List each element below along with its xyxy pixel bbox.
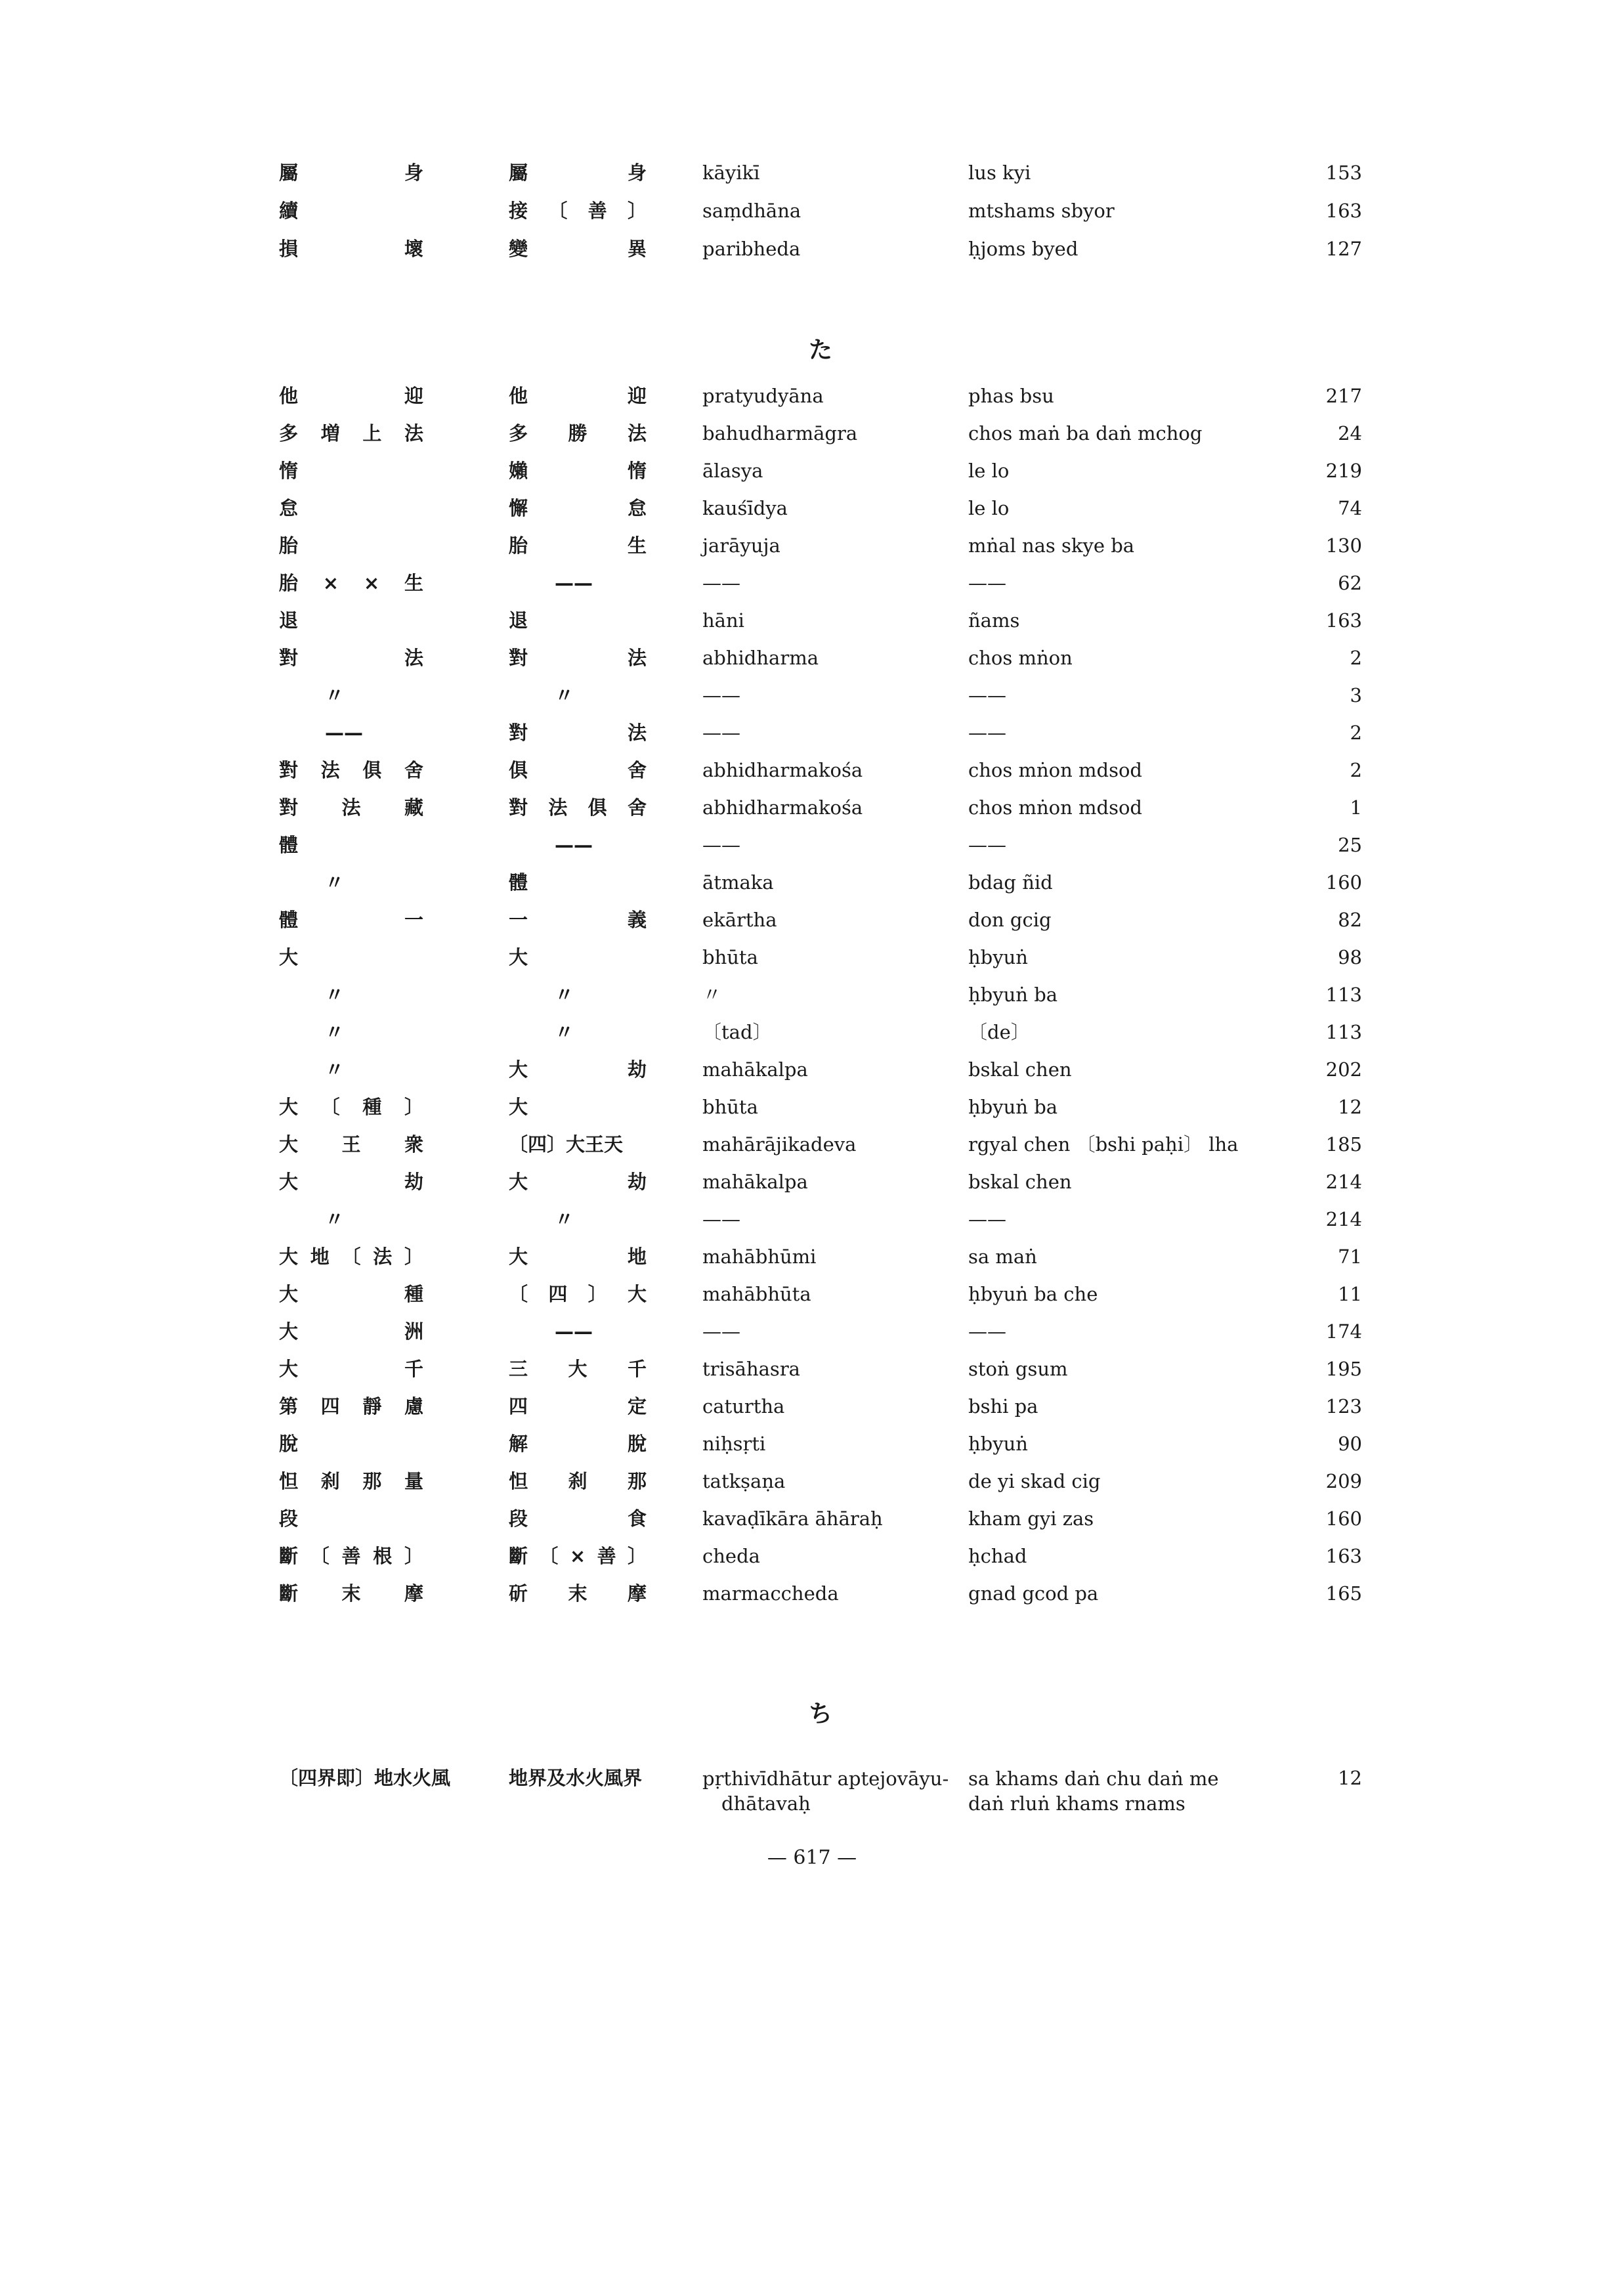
page-reference: 160 (1325, 1507, 1362, 1530)
tibetan-term: don gcig (968, 909, 1052, 931)
tibetan-term: sa maṅ (968, 1245, 1037, 1268)
tibetan-term: chos maṅ ba daṅ mchog (968, 422, 1203, 444)
entry-row (0, 945, 1624, 984)
term-column-1: 大 洲 (279, 1320, 423, 1343)
sanskrit-term: pratyudyāna (702, 385, 824, 407)
term-column-1: 大 種 (279, 1283, 423, 1305)
sanskrit-term: —— (702, 834, 740, 856)
term-column-2: 一 義 (509, 909, 647, 931)
sanskrit-term: bahudharmāgra (702, 422, 858, 444)
term-column-2: 懈 怠 (509, 497, 647, 519)
term-column-1: 他 迎 (279, 385, 423, 407)
tibetan-term: ḥbyuṅ ba (968, 984, 1058, 1006)
sanskrit-term: kāyikī (702, 162, 760, 184)
entry-row (0, 1357, 1624, 1395)
page-reference: 163 (1325, 609, 1362, 632)
term-column-2: 〃 (555, 1021, 574, 1043)
tibetan-term: phas bsu (968, 385, 1054, 407)
term-column-2: 大 (509, 1096, 528, 1118)
entry-row (0, 1320, 1624, 1358)
sanskrit-term: bhūta (702, 946, 758, 968)
sanskrit-term: trisāhasra (702, 1358, 800, 1380)
sanskrit-term: marmaccheda (702, 1582, 839, 1605)
sanskrit-term: ālasya (702, 460, 763, 482)
sanskrit-term: —— (702, 1208, 740, 1230)
term-column-2: 四 定 (509, 1395, 647, 1418)
term-column-2: —— (555, 1320, 593, 1343)
term-column-1: 體 (279, 834, 299, 856)
sanskrit-term: caturtha (702, 1395, 785, 1418)
term-column-2: 變 異 (509, 238, 647, 260)
page-reference: 214 (1325, 1208, 1362, 1230)
term-column-2: 三 大 千 (509, 1358, 647, 1380)
term-column-2: 段 食 (509, 1507, 647, 1530)
tibetan-term: chos mṅon (968, 647, 1073, 669)
term-column-2: 他 迎 (509, 385, 647, 407)
sanskrit-term: paribheda (702, 238, 801, 260)
term-column-2: 大 劫 (509, 1058, 647, 1081)
page-reference: 217 (1325, 385, 1362, 407)
entry-row (0, 384, 1624, 422)
tibetan-term: le lo (968, 460, 1010, 482)
page-reference: 174 (1325, 1320, 1362, 1343)
term-column-1: 〃 (325, 1058, 345, 1081)
page-reference: 82 (1338, 909, 1362, 931)
tibetan-term: rgyal chen 〔bshi paḥi〕 lha (968, 1133, 1239, 1156)
entry-row (0, 571, 1624, 609)
term-column-2: 屬 身 (509, 162, 647, 184)
term-column-1: 〃 (325, 871, 345, 894)
term-column-1: 屬 身 (279, 162, 423, 184)
term-column-2: 接 〔 善 〕 (509, 200, 647, 222)
sanskrit-term: mahārājikadeva (702, 1133, 857, 1156)
tibetan-term: —— (968, 572, 1006, 594)
page-reference: 62 (1338, 572, 1362, 594)
tibetan-term: kham gyi zas (968, 1507, 1094, 1530)
term-column-2: 對 法 (509, 722, 647, 744)
term-column-1: 斷 末 摩 (279, 1582, 423, 1605)
term-column-1: —— (325, 722, 363, 744)
tibetan-term: ḥbyuṅ (968, 946, 1028, 968)
tibetan-term: de yi skad cig (968, 1470, 1101, 1492)
sanskrit-term: bhūta (702, 1096, 758, 1118)
page-reference: 2 (1350, 722, 1362, 744)
page-reference: 160 (1325, 871, 1362, 894)
term-column-1: 段 (279, 1507, 299, 1530)
entry-row (0, 796, 1624, 834)
tibetan-term: mtshams sbyor (968, 200, 1115, 222)
term-column-1: 大 〔 種 〕 (279, 1096, 423, 1118)
entry-row (0, 237, 1624, 275)
tibetan-term: —— (968, 1320, 1006, 1343)
entry-row (0, 1544, 1624, 1582)
tibetan-term: mṅal nas skye ba (968, 534, 1135, 557)
page-reference: 12 (1338, 1767, 1362, 1789)
sanskrit-term: pṛthivīdhātur aptejovāyu- dhātavaḥ (702, 1767, 949, 1815)
entry-row (0, 908, 1624, 946)
sanskrit-term: 〃 (702, 984, 722, 1006)
entry-row (0, 1207, 1624, 1245)
term-column-2: 怛 刹 那 (509, 1470, 647, 1492)
tibetan-term: bshi pa (968, 1395, 1038, 1418)
page-reference: 11 (1338, 1283, 1362, 1305)
entry-row (0, 721, 1624, 759)
tibetan-term: sa khams daṅ chu daṅ me daṅ rluṅ khams rnams (968, 1767, 1219, 1815)
sanskrit-term: —— (702, 722, 740, 744)
term-column-1: 第 四 靜 慮 (279, 1395, 423, 1418)
entry-row (0, 1432, 1624, 1470)
sanskrit-term: abhidharmakośa (702, 759, 863, 781)
term-column-2: 〃 (555, 984, 574, 1006)
sanskrit-term: —— (702, 684, 740, 706)
term-column-1: 〃 (325, 1208, 345, 1230)
term-column-2: 多 勝 法 (509, 422, 647, 444)
term-column-1: 怛 刹 那 量 (279, 1470, 423, 1492)
entry-row (0, 459, 1624, 497)
entry-row (0, 983, 1624, 1021)
tibetan-term: chos mṅon mdsod (968, 759, 1142, 781)
term-column-2: 大 劫 (509, 1171, 647, 1193)
term-column-2: 退 (509, 609, 528, 632)
tibetan-term: bskal chen (968, 1058, 1072, 1081)
page-reference: 90 (1338, 1433, 1362, 1455)
term-column-1: 對 法 俱 舍 (279, 759, 423, 781)
entry-row (0, 758, 1624, 796)
term-column-2: 斫 末 摩 (509, 1582, 647, 1605)
sanskrit-term: mahābhūta (702, 1283, 811, 1305)
term-column-2: 〃 (555, 1208, 574, 1230)
page-reference: 165 (1325, 1582, 1362, 1605)
page-reference: 25 (1338, 834, 1362, 856)
term-column-2: 〔四〕大王天 (509, 1133, 624, 1156)
term-column-1: 怠 (279, 497, 299, 519)
page-reference: 153 (1325, 162, 1362, 184)
term-column-1: 胎 (279, 534, 299, 557)
tibetan-term: —— (968, 684, 1006, 706)
term-column-1: 續 (279, 200, 299, 222)
tibetan-term: ḥbyuṅ (968, 1433, 1028, 1455)
entry-row (0, 496, 1624, 534)
page-reference: 1 (1350, 796, 1362, 819)
page-reference: 219 (1325, 460, 1362, 482)
entry-row (0, 199, 1624, 237)
page-reference: 195 (1325, 1358, 1362, 1380)
term-column-2: —— (555, 572, 593, 594)
sanskrit-term: kauśīdya (702, 497, 788, 519)
entry-row (0, 1245, 1624, 1283)
term-column-2: 〃 (555, 684, 574, 706)
section-heading: た (808, 336, 832, 364)
sanskrit-term: 〔tad〕 (702, 1021, 772, 1043)
term-column-2: 地界及水火風界 (509, 1767, 643, 1789)
term-column-1: 大 (279, 946, 299, 968)
sanskrit-term: abhidharma (702, 647, 819, 669)
entry-row (0, 1133, 1624, 1171)
tibetan-term: ḥbyuṅ ba che (968, 1283, 1098, 1305)
entry-row (0, 1020, 1624, 1058)
entry-row (0, 646, 1624, 684)
term-column-1: 脫 (279, 1433, 299, 1455)
entry-row (0, 609, 1624, 647)
page-reference: 113 (1325, 1021, 1362, 1043)
tibetan-term: —— (968, 834, 1006, 856)
tibetan-term: stoṅ gsum (968, 1358, 1068, 1380)
term-column-1: 〃 (325, 1021, 345, 1043)
term-column-2: 〔 四 〕 大 (509, 1283, 647, 1305)
entry-row (0, 1395, 1624, 1433)
term-column-2: 對 法 俱 舍 (509, 796, 647, 819)
tibetan-term: —— (968, 722, 1006, 744)
term-column-1: 大 千 (279, 1358, 423, 1380)
page-reference: 24 (1338, 422, 1362, 444)
sanskrit-term: ātmaka (702, 871, 774, 894)
entry-row (0, 1058, 1624, 1096)
term-column-2: —— (555, 834, 593, 856)
term-column-1: 大 王 衆 (279, 1133, 423, 1156)
tibetan-term: ḥchad (968, 1545, 1027, 1567)
sanskrit-term: mahākalpa (702, 1058, 808, 1081)
term-column-2: 俱 舍 (509, 759, 647, 781)
section-heading: ち (808, 1700, 832, 1727)
term-column-2: 斷 〔 × 善 〕 (509, 1545, 647, 1567)
page-reference: 209 (1325, 1470, 1362, 1492)
sanskrit-term: abhidharmakośa (702, 796, 863, 819)
sanskrit-term: —— (702, 572, 740, 594)
sanskrit-term: saṃdhāna (702, 200, 801, 222)
entry-row (0, 161, 1624, 199)
entry-row (0, 1507, 1624, 1545)
entry-row (0, 1766, 1624, 1825)
entry-row (0, 534, 1624, 572)
term-column-1: 斷 〔 善 根 〕 (279, 1545, 423, 1567)
tibetan-term: gnad gcod pa (968, 1582, 1099, 1605)
tibetan-term: bdag ñid (968, 871, 1053, 894)
page-reference: 214 (1325, 1171, 1362, 1193)
entry-row (0, 1582, 1624, 1620)
term-column-1: 退 (279, 609, 299, 632)
term-column-1: 損 壞 (279, 238, 423, 260)
term-column-2: 大 地 (509, 1245, 647, 1268)
term-column-1: 〃 (325, 684, 345, 706)
sanskrit-term: tatkṣaṇa (702, 1470, 786, 1492)
term-column-1: 對 法 藏 (279, 796, 423, 819)
term-column-1: 〃 (325, 984, 345, 1006)
sanskrit-term: cheda (702, 1545, 760, 1567)
entry-row (0, 422, 1624, 460)
tibetan-term: chos mṅon mdsod (968, 796, 1142, 819)
term-column-1: 大 地 〔 法 〕 (279, 1245, 423, 1268)
term-column-2: 體 (509, 871, 528, 894)
term-column-1: 大 劫 (279, 1171, 423, 1193)
entry-row (0, 1170, 1624, 1208)
page-reference: 2 (1350, 759, 1362, 781)
term-column-1: 多 増 上 法 (279, 422, 423, 444)
tibetan-term: ñams (968, 609, 1020, 632)
entry-row (0, 1469, 1624, 1507)
page-reference: 12 (1338, 1096, 1362, 1118)
sanskrit-term: mahābhūmi (702, 1245, 817, 1268)
entry-row (0, 871, 1624, 909)
entry-row (0, 683, 1624, 722)
term-column-2: 對 法 (509, 647, 647, 669)
tibetan-term: ḥbyuṅ ba (968, 1096, 1058, 1118)
page-reference: 163 (1325, 1545, 1362, 1567)
entry-row (0, 1282, 1624, 1320)
entry-row (0, 833, 1624, 871)
sanskrit-term: hāni (702, 609, 744, 632)
term-column-1: 〔四界即〕地水火風 (279, 1767, 451, 1789)
sanskrit-term: kavaḍīkāra āhāraḥ (702, 1507, 883, 1530)
tibetan-term: 〔de〕 (968, 1021, 1030, 1043)
sanskrit-term: ekārtha (702, 909, 777, 931)
page-reference: 113 (1325, 984, 1362, 1006)
term-column-1: 惰 (279, 460, 299, 482)
term-column-2: 解 脫 (509, 1433, 647, 1455)
entry-row (0, 1095, 1624, 1133)
page-reference: 98 (1338, 946, 1362, 968)
tibetan-term: bskal chen (968, 1171, 1072, 1193)
tibetan-term: ḥjoms byed (968, 238, 1079, 260)
page-reference: 2 (1350, 647, 1362, 669)
page-reference: 163 (1325, 200, 1362, 222)
sanskrit-term: mahākalpa (702, 1171, 808, 1193)
page-number: — 617 — (767, 1846, 857, 1869)
page-reference: 202 (1325, 1058, 1362, 1081)
tibetan-term: le lo (968, 497, 1010, 519)
page-reference: 71 (1338, 1245, 1362, 1268)
sanskrit-term: —— (702, 1320, 740, 1343)
page-reference: 123 (1325, 1395, 1362, 1418)
page-reference: 74 (1338, 497, 1362, 519)
page-reference: 185 (1325, 1133, 1362, 1156)
tibetan-term: lus kyi (968, 162, 1031, 184)
term-column-2: 大 (509, 946, 528, 968)
tibetan-term: —— (968, 1208, 1006, 1230)
term-column-2: 嬾 惰 (509, 460, 647, 482)
page-reference: 130 (1325, 534, 1362, 557)
page-reference: 127 (1325, 238, 1362, 260)
sanskrit-term: jarāyuja (702, 534, 780, 557)
term-column-1: 體 一 (279, 909, 423, 931)
term-column-1: 胎 × × 生 (279, 572, 423, 594)
sanskrit-term: niḥsṛti (702, 1433, 766, 1455)
term-column-2: 胎 生 (509, 534, 647, 557)
term-column-1: 對 法 (279, 647, 423, 669)
page-reference: 3 (1350, 684, 1362, 706)
